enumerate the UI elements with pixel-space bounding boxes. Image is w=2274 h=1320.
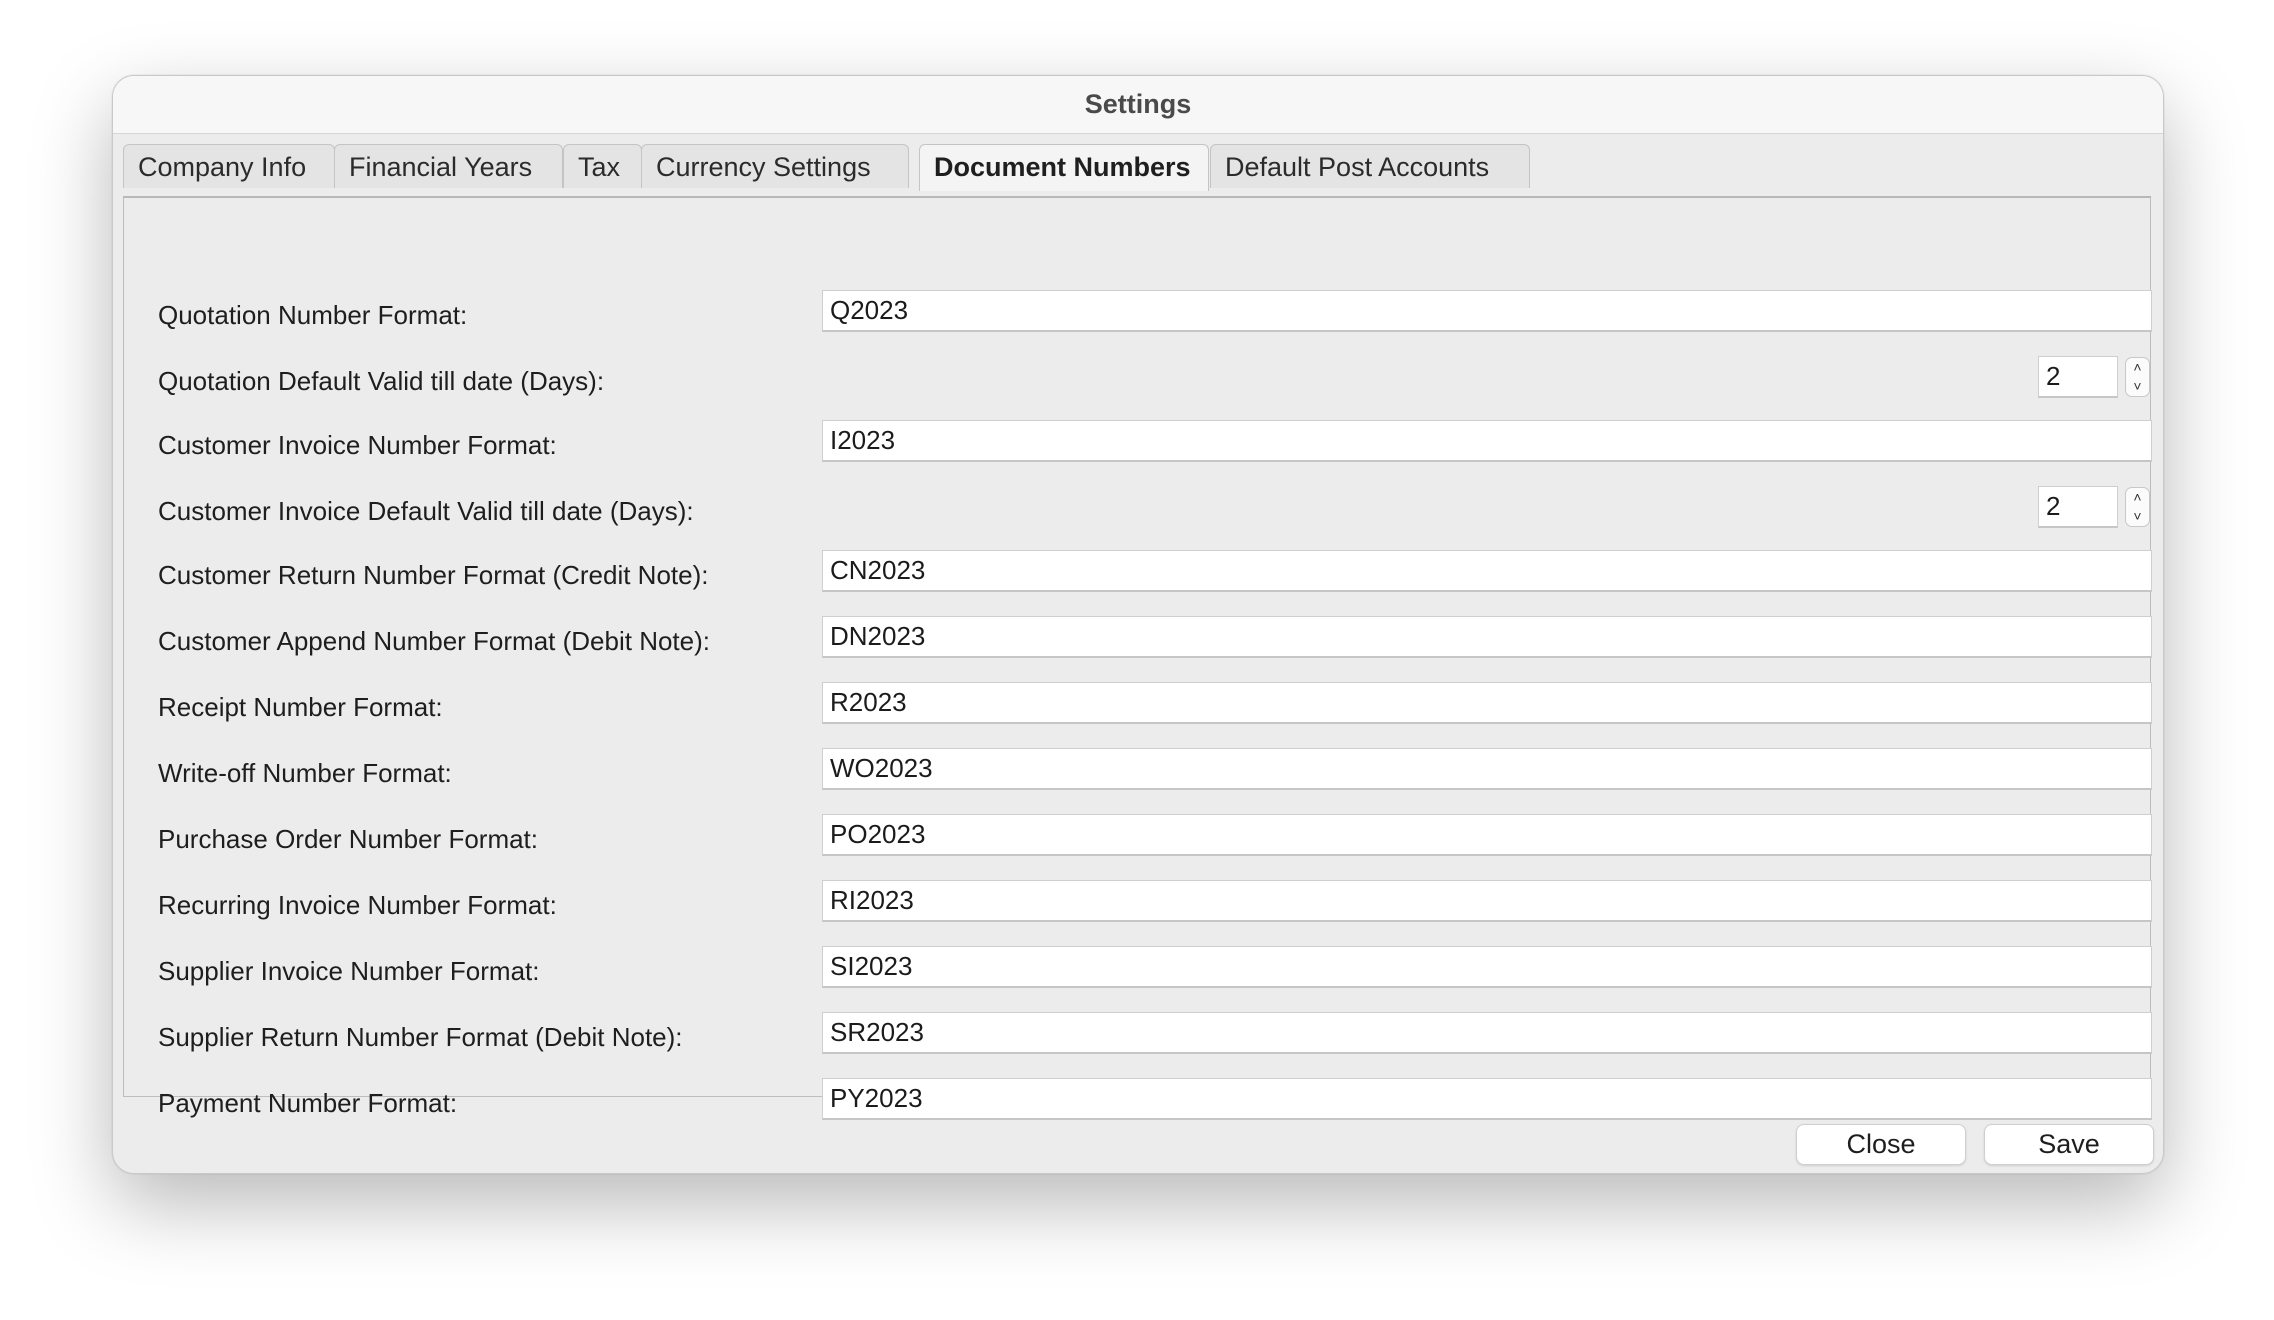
tab-financial-years[interactable]: Financial Years	[334, 144, 563, 188]
quotation-valid-days-stepper[interactable]	[2125, 357, 2150, 397]
tab-tax[interactable]: Tax	[563, 144, 642, 188]
tab-currency-settings[interactable]: Currency Settings	[641, 144, 909, 188]
quotation-format-label: Quotation Number Format:	[158, 300, 468, 330]
receipt-format-input[interactable]	[822, 682, 2152, 724]
writeoff-format-label: Write-off Number Format:	[158, 758, 452, 788]
writeoff-format-input[interactable]	[822, 748, 2152, 790]
save-button[interactable]: Save	[1984, 1124, 2154, 1165]
supplier-return-format-label: Supplier Return Number Format (Debit Note):	[158, 1022, 683, 1052]
chevron-down-icon[interactable]: ˅	[2133, 508, 2142, 524]
chevron-down-icon[interactable]: ˅	[2133, 378, 2142, 394]
quotation-valid-days-label: Quotation Default Valid till date (Days):	[158, 366, 605, 396]
purchase-order-format-label: Purchase Order Number Format:	[158, 824, 539, 854]
customer-append-format-input[interactable]	[822, 616, 2152, 658]
recurring-invoice-format-input[interactable]	[822, 880, 2152, 922]
settings-window	[112, 75, 2164, 1174]
customer-return-format-input[interactable]	[822, 550, 2152, 592]
supplier-invoice-format-label: Supplier Invoice Number Format:	[158, 956, 540, 986]
chevron-up-icon[interactable]: ˄	[2133, 489, 2142, 505]
payment-format-input[interactable]	[822, 1078, 2152, 1120]
tab-company-info[interactable]: Company Info	[123, 144, 335, 188]
customer-invoice-valid-days-stepper[interactable]	[2125, 487, 2150, 527]
window-title: Settings	[113, 76, 2163, 134]
payment-format-label: Payment Number Format:	[158, 1088, 458, 1118]
quotation-format-input[interactable]	[822, 290, 2152, 332]
close-button[interactable]: Close	[1796, 1124, 1966, 1165]
customer-invoice-valid-days-input[interactable]	[2038, 486, 2118, 528]
quotation-valid-days-input[interactable]	[2038, 356, 2118, 398]
customer-invoice-format-label: Customer Invoice Number Format:	[158, 430, 557, 460]
document-numbers-panel	[123, 196, 2151, 1118]
receipt-format-label: Receipt Number Format:	[158, 692, 443, 722]
supplier-return-format-input[interactable]	[822, 1012, 2152, 1054]
purchase-order-format-input[interactable]	[822, 814, 2152, 856]
customer-invoice-valid-days-label: Customer Invoice Default Valid till date (Days):	[158, 496, 694, 526]
tab-document-numbers[interactable]: Document Numbers	[919, 144, 1209, 191]
customer-return-format-label: Customer Return Number Format (Credit Note):	[158, 560, 709, 590]
tab-bar	[123, 144, 2149, 190]
tab-default-post-accounts[interactable]: Default Post Accounts	[1210, 144, 1530, 188]
customer-invoice-format-input[interactable]	[822, 420, 2152, 462]
supplier-invoice-format-input[interactable]	[822, 946, 2152, 988]
chevron-up-icon[interactable]: ˄	[2133, 359, 2142, 375]
recurring-invoice-format-label: Recurring Invoice Number Format:	[158, 890, 557, 920]
customer-append-format-label: Customer Append Number Format (Debit Note):	[158, 626, 710, 656]
